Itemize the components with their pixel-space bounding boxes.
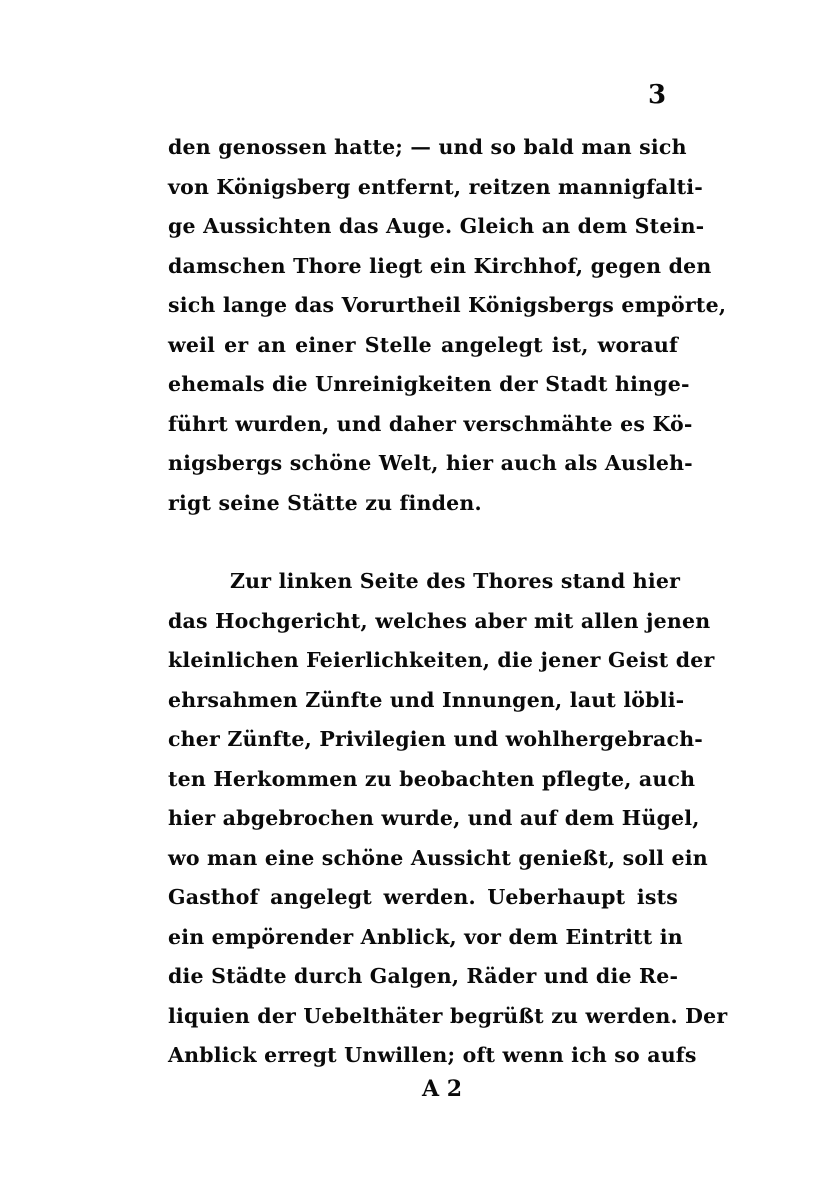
- text-line: ten Herkommen zu beobachten pflegte, auch: [168, 766, 696, 791]
- text-line: ehrsahmen Zünfte und Innungen, laut löbli-: [168, 687, 685, 712]
- text-line: Anblick erregt Unwillen; oft wenn ich so aufs: [168, 1043, 697, 1067]
- text-line: damschen Thore liegt ein Kirchhof, gegen den: [168, 253, 712, 278]
- text-line: rigt seine Stätte zu finden.: [168, 490, 482, 515]
- paragraph-2: [168, 562, 728, 1076]
- paragraph-1: [168, 128, 727, 523]
- text-line: weil er an einer Stelle angelegt ist, worauf: [168, 332, 678, 357]
- text-line: den genossen hatte; — und so bald man sich: [168, 135, 687, 159]
- text-line: kleinlichen Feierlichkeiten, die jener Geist der: [168, 648, 715, 672]
- text-line: cher Zünfte, Privilegien und wohlhergebrach-: [168, 727, 704, 751]
- text-line: Zur linken Seite des Thores stand hier: [230, 569, 681, 593]
- text-line: wo man eine schöne Aussicht genießt, soll ein: [168, 845, 708, 870]
- text-line: Gasthof angelegt werden. Ueberhaupt ists: [168, 885, 678, 909]
- text-line: das Hochgericht, welches aber mit allen jenen: [168, 608, 711, 633]
- text-line: von Königsberg entfernt, reitzen mannigfalti-: [168, 174, 703, 199]
- text-line: die Städte durch Galgen, Räder und die Re-: [168, 964, 679, 988]
- text-line: nigsbergs schöne Welt, hier auch als Ausleh-: [168, 451, 693, 475]
- text-line: hier abgebrochen wurde, und auf dem Hügel,: [168, 806, 700, 830]
- text-line: liquien der Uebelthäter begrüßt zu werden. Der: [168, 1003, 728, 1028]
- signature-mark: A 2: [422, 1076, 463, 1102]
- page-number: 3: [648, 80, 667, 110]
- text-line: ein empörender Anblick, vor dem Eintritt in: [168, 924, 683, 949]
- text-line: ehemals die Unreinigkeiten der Stadt hinge-: [168, 372, 690, 396]
- text-line: ge Aussichten das Auge. Gleich an dem Stein-: [168, 214, 705, 238]
- text-line: führt wurden, und daher verschmähte es Kö-: [168, 411, 693, 436]
- text-line: sich lange das Vorurtheil Königsbergs empörte,: [168, 293, 727, 317]
